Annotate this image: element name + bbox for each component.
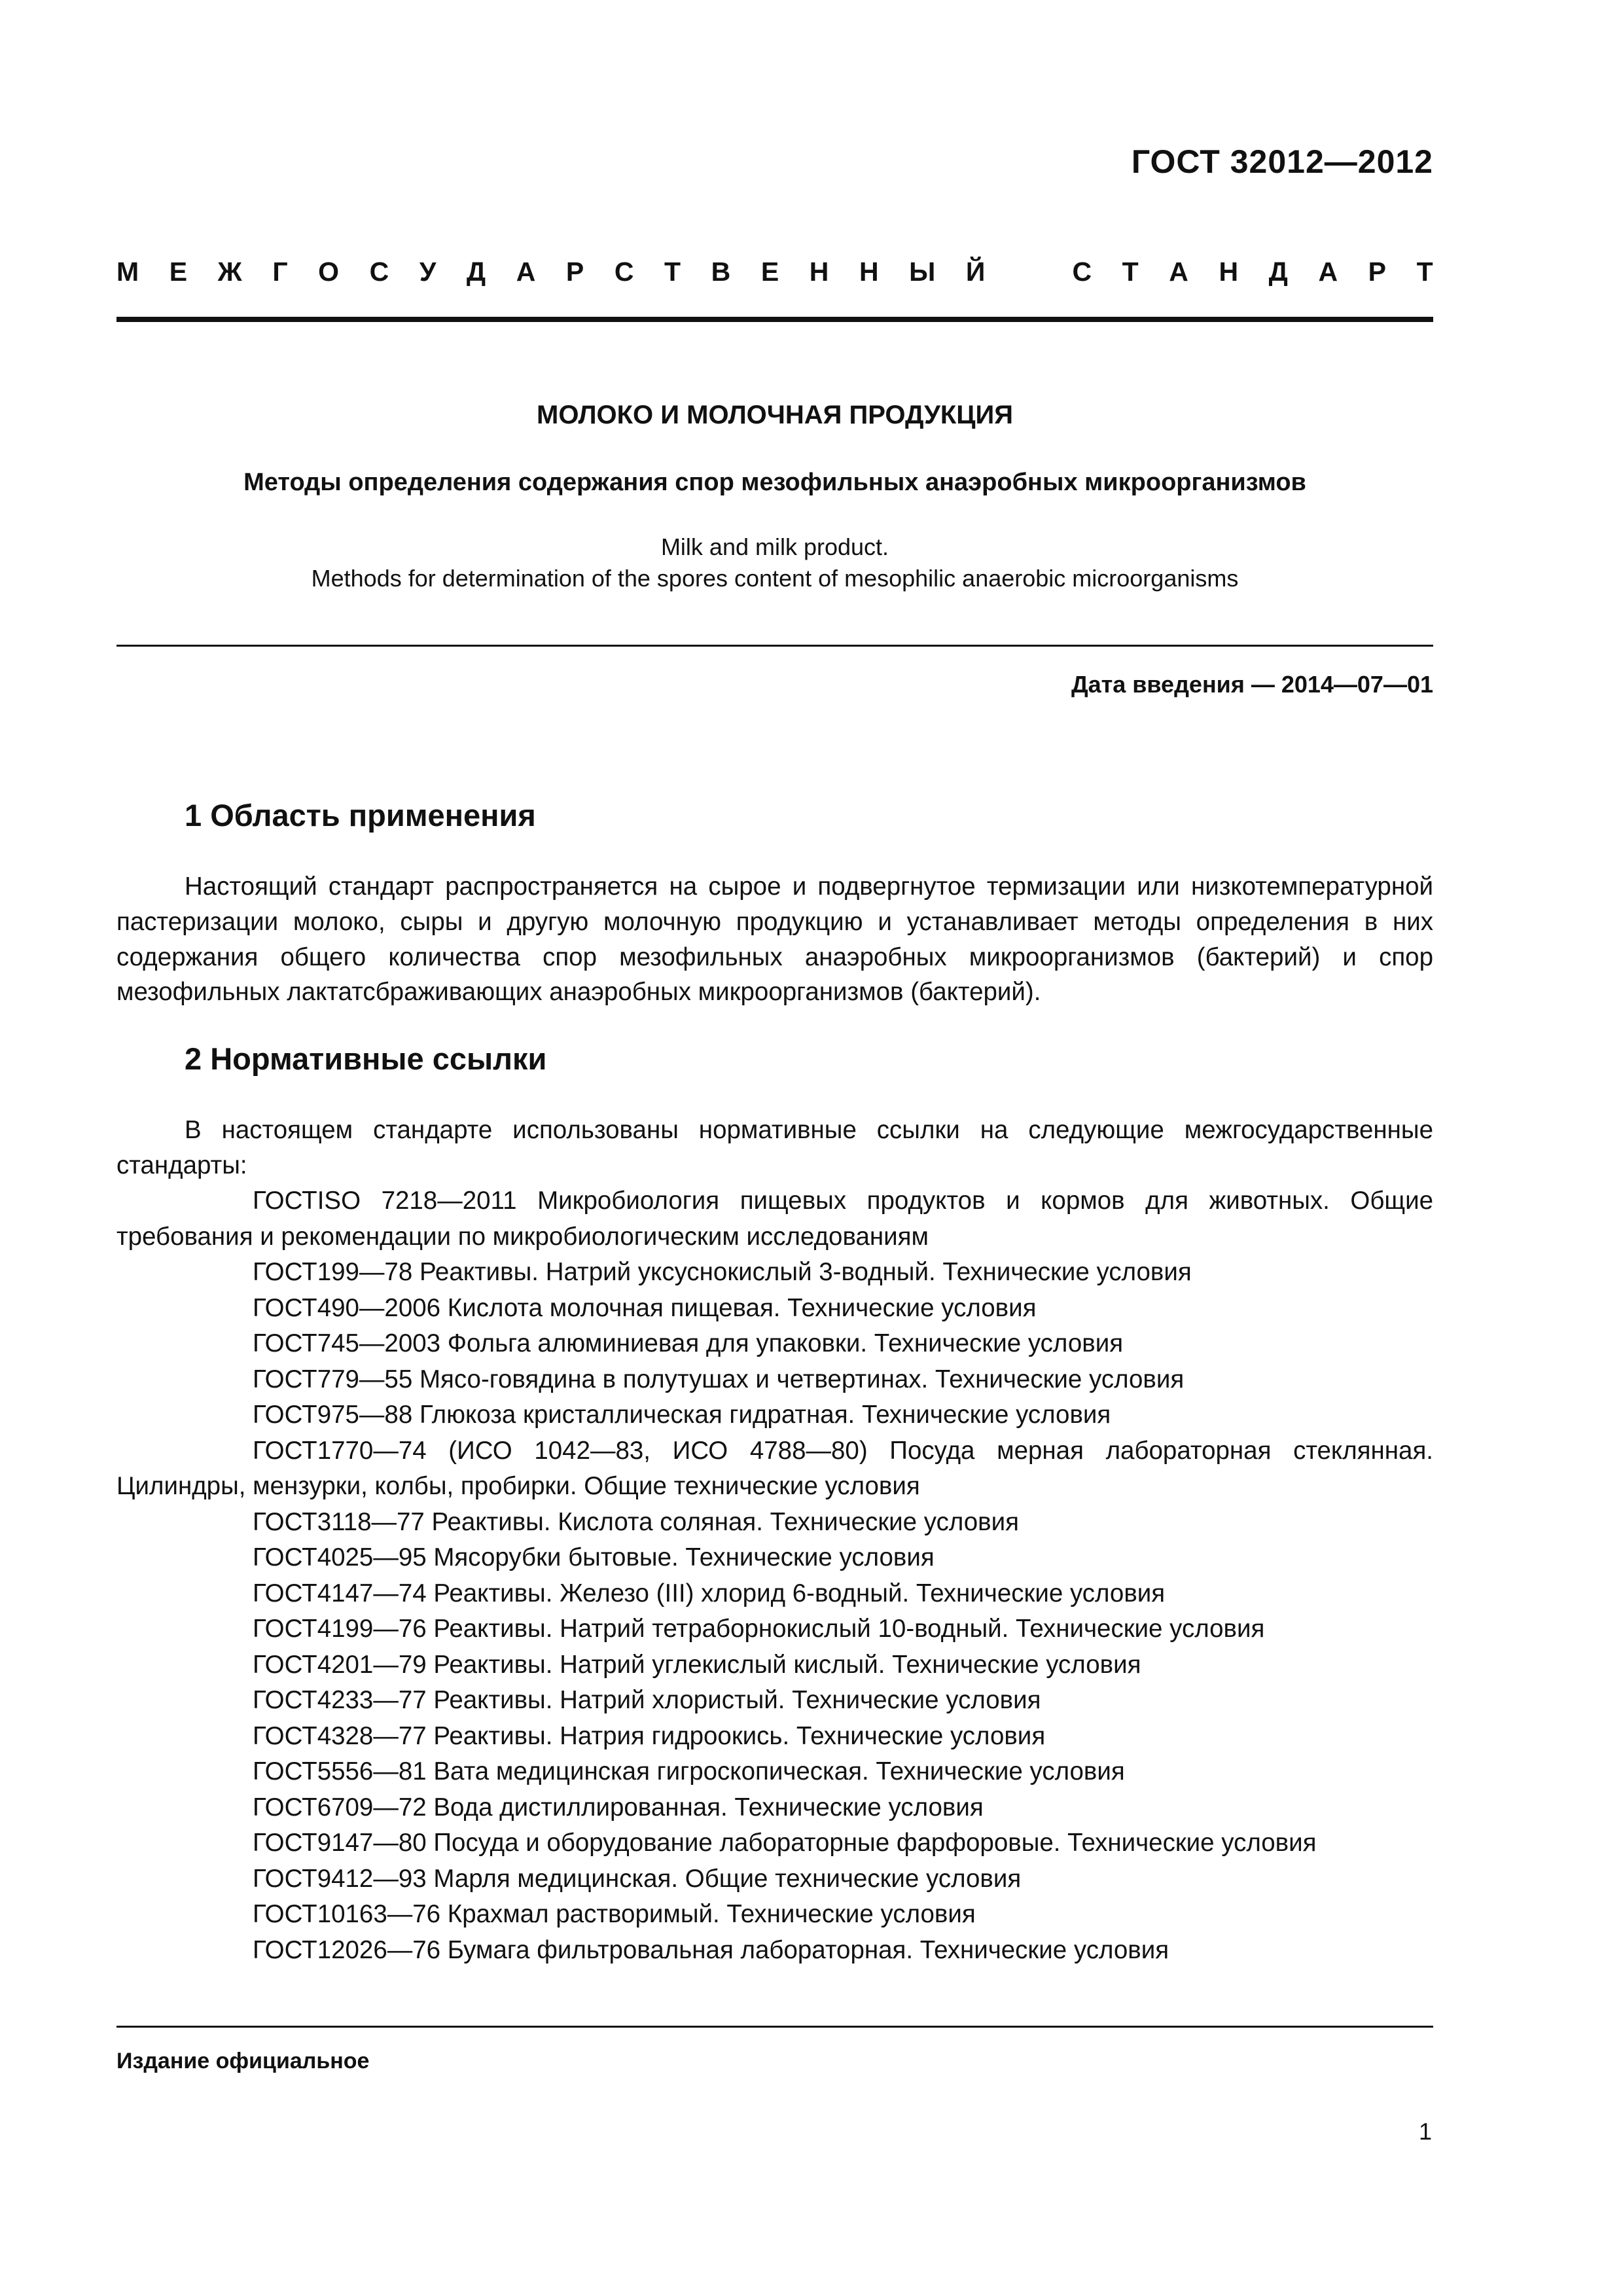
- reference-item: [116, 1397, 1433, 1433]
- reference-code: ГОСТ: [253, 1329, 317, 1357]
- interstate-letter: Т: [1416, 257, 1433, 287]
- interstate-letter: С: [614, 257, 634, 287]
- reference-code: ГОСТ: [253, 1365, 317, 1393]
- reference-text: 199—78 Реактивы. Натрий уксуснокислый 3-водный. Технические условия: [317, 1258, 1192, 1286]
- interstate-letter: А: [516, 257, 536, 287]
- reference-code: ГОСТ: [253, 1900, 317, 1928]
- interstate-letter: Н: [809, 257, 829, 287]
- english-title-line-2: Methods for determination of the spores content of mesophilic anaerobic microorganisms: [311, 565, 1239, 592]
- reference-item: [116, 1291, 1433, 1327]
- interstate-letter: [1016, 257, 1042, 287]
- section-2-intro-text: В настоящем стандарте использованы нормативные ссылки на следующие межгосударственные стандарты:: [116, 1116, 1433, 1179]
- reference-text: 4328—77 Реактивы. Натрия гидроокись. Технические условия: [317, 1721, 1046, 1750]
- reference-text: 745—2003 Фольга алюминиевая для упаковки. Технические условия: [317, 1329, 1124, 1357]
- reference-text: 1770—74 (ИСО 1042—83, ИСО 4788—80) Посуда мерная лабораторная стеклянная. Цилиндры, мензурки, колбы, пробирки. Общие технические условия: [116, 1436, 1433, 1500]
- reference-code: ГОСТ: [253, 1757, 317, 1785]
- reference-code: ГОСТ: [253, 1829, 317, 1857]
- interstate-letter: Р: [1368, 257, 1387, 287]
- interstate-standard-heading: [116, 257, 1433, 287]
- interstate-letter: С: [1072, 257, 1092, 287]
- reference-text: 490—2006 Кислота молочная пищевая. Технические условия: [317, 1293, 1037, 1322]
- reference-text: 10163—76 Крахмал растворимый. Технические условия: [317, 1900, 976, 1928]
- interstate-letter: Й: [965, 257, 986, 287]
- official-edition-label: Издание официальное: [116, 2049, 370, 2073]
- reference-code: ГОСТ: [253, 1187, 317, 1215]
- reference-code: ГОСТ: [253, 1436, 317, 1465]
- reference-code: ГОСТ: [253, 1864, 317, 1893]
- introduction-date: Дата введения — 2014—07—01: [1071, 671, 1433, 698]
- reference-item: [116, 1326, 1433, 1362]
- document-id: ГОСТ 32012—2012: [1131, 143, 1433, 180]
- reference-code: ГОСТ: [253, 1721, 317, 1750]
- reference-item: [116, 1683, 1433, 1719]
- reference-text: 4201—79 Реактивы. Натрий углекислый кислый. Технические условия: [317, 1650, 1141, 1679]
- reference-text: 4233—77 Реактивы. Натрий хлористый. Технические условия: [317, 1686, 1041, 1714]
- interstate-letter: Т: [1122, 257, 1139, 287]
- reference-code: ГОСТ: [253, 1935, 317, 1964]
- interstate-letter: М: [116, 257, 139, 287]
- normative-references-list: [116, 1183, 1433, 1968]
- reference-text: 9412—93 Марля медицинская. Общие технические условия: [317, 1864, 1022, 1893]
- reference-text: 3118—77 Реактивы. Кислота соляная. Технические условия: [317, 1507, 1019, 1536]
- english-title: [116, 531, 1433, 594]
- reference-text: 779—55 Мясо-говядина в полутушах и четвертинах. Технические условия: [317, 1365, 1185, 1393]
- reference-code: ГОСТ: [253, 1650, 317, 1679]
- reference-item: [116, 1505, 1433, 1541]
- reference-text: 12026—76 Бумага фильтровальная лабораторная. Технические условия: [317, 1935, 1169, 1964]
- english-title-line-1: Milk and milk product.: [660, 533, 889, 560]
- interstate-letter: У: [419, 257, 437, 287]
- title-rule: [116, 645, 1433, 647]
- reference-text: 4147—74 Реактивы. Железо (III) хлорид 6-водный. Технические условия: [317, 1579, 1166, 1607]
- interstate-letter: С: [369, 257, 389, 287]
- interstate-letter: В: [711, 257, 731, 287]
- section-2-heading: 2 Нормативные ссылки: [185, 1041, 547, 1076]
- reference-item: [116, 1790, 1433, 1826]
- document-title: МОЛОКО И МОЛОЧНАЯ ПРОДУКЦИЯ: [537, 401, 1013, 429]
- reference-item: [116, 1897, 1433, 1933]
- reference-text: 4199—76 Реактивы. Натрий тетраборнокислый 10-водный. Технические условия: [317, 1615, 1265, 1643]
- reference-item: [116, 1576, 1433, 1612]
- section-1-text: Настоящий стандарт распространяется на сырое и подвергнутое термизации или низкотемпературной пастеризации молоко, сыры и другую молочную продукцию и устанавливает методы определения в них содержания общего количества спор мезофильных анаэробных микроорганизмов (бактерий) и спор мезофильных лактатсбраживающих анаэробных микроорганизмов (бактерий).: [116, 872, 1433, 1007]
- reference-item: [116, 1933, 1433, 1969]
- reference-text: 5556—81 Вата медицинская гигроскопическая. Технические условия: [317, 1757, 1125, 1785]
- reference-code: ГОСТ: [253, 1258, 317, 1286]
- reference-code: ГОСТ: [253, 1293, 317, 1322]
- reference-item: [116, 1825, 1433, 1861]
- interstate-letter: О: [318, 257, 340, 287]
- reference-code: ГОСТ: [253, 1507, 317, 1536]
- reference-item: [116, 1540, 1433, 1576]
- interstate-letter: Е: [760, 257, 779, 287]
- interstate-letter: Р: [565, 257, 584, 287]
- section-1-paragraph: [116, 869, 1433, 1010]
- footer-rule: [116, 2026, 1433, 2028]
- reference-code: ГОСТ: [253, 1579, 317, 1607]
- reference-code: ГОСТ: [253, 1686, 317, 1714]
- interstate-letter: А: [1169, 257, 1188, 287]
- reference-item: [116, 1611, 1433, 1647]
- interstate-letter: Т: [664, 257, 681, 287]
- interstate-letter: Н: [859, 257, 879, 287]
- reference-item: [116, 1362, 1433, 1398]
- interstate-letter: Н: [1219, 257, 1239, 287]
- reference-code: ГОСТ: [253, 1401, 317, 1429]
- reference-code: ГОСТ: [253, 1793, 317, 1821]
- reference-item: [116, 1754, 1433, 1790]
- interstate-letter: Д: [466, 257, 486, 287]
- header-rule: [116, 317, 1433, 322]
- reference-text: 9147—80 Посуда и оборудование лабораторные фарфоровые. Технические условия: [317, 1829, 1317, 1857]
- section-1-heading: 1 Область применения: [185, 798, 536, 833]
- interstate-letter: Ы: [909, 257, 936, 287]
- interstate-letter: Д: [1268, 257, 1288, 287]
- document-subtitle: Методы определения содержания спор мезофильных анаэробных микроорганизмов: [243, 469, 1306, 496]
- reference-item: [116, 1183, 1433, 1255]
- reference-item: [116, 1433, 1433, 1505]
- reference-text: ISO 7218—2011 Микробиология пищевых продуктов и кормов для животных. Общие требования и рекомендации по микробиологическим исследованиям: [116, 1187, 1433, 1251]
- reference-text: 6709—72 Вода дистиллированная. Технические условия: [317, 1793, 984, 1821]
- reference-code: ГОСТ: [253, 1615, 317, 1643]
- page-number: 1: [1418, 2118, 1432, 2145]
- interstate-letter: Ж: [217, 257, 242, 287]
- reference-item: [116, 1719, 1433, 1755]
- section-2-intro: [116, 1113, 1433, 1183]
- interstate-letter: Е: [169, 257, 188, 287]
- reference-item: [116, 1647, 1433, 1683]
- interstate-letter: А: [1318, 257, 1338, 287]
- reference-item: [116, 1255, 1433, 1291]
- interstate-letter: Г: [272, 257, 288, 287]
- reference-text: 4025—95 Мясорубки бытовые. Технические условия: [317, 1543, 935, 1571]
- reference-text: 975—88 Глюкоза кристаллическая гидратная. Технические условия: [317, 1401, 1111, 1429]
- reference-code: ГОСТ: [253, 1543, 317, 1571]
- reference-item: [116, 1861, 1433, 1897]
